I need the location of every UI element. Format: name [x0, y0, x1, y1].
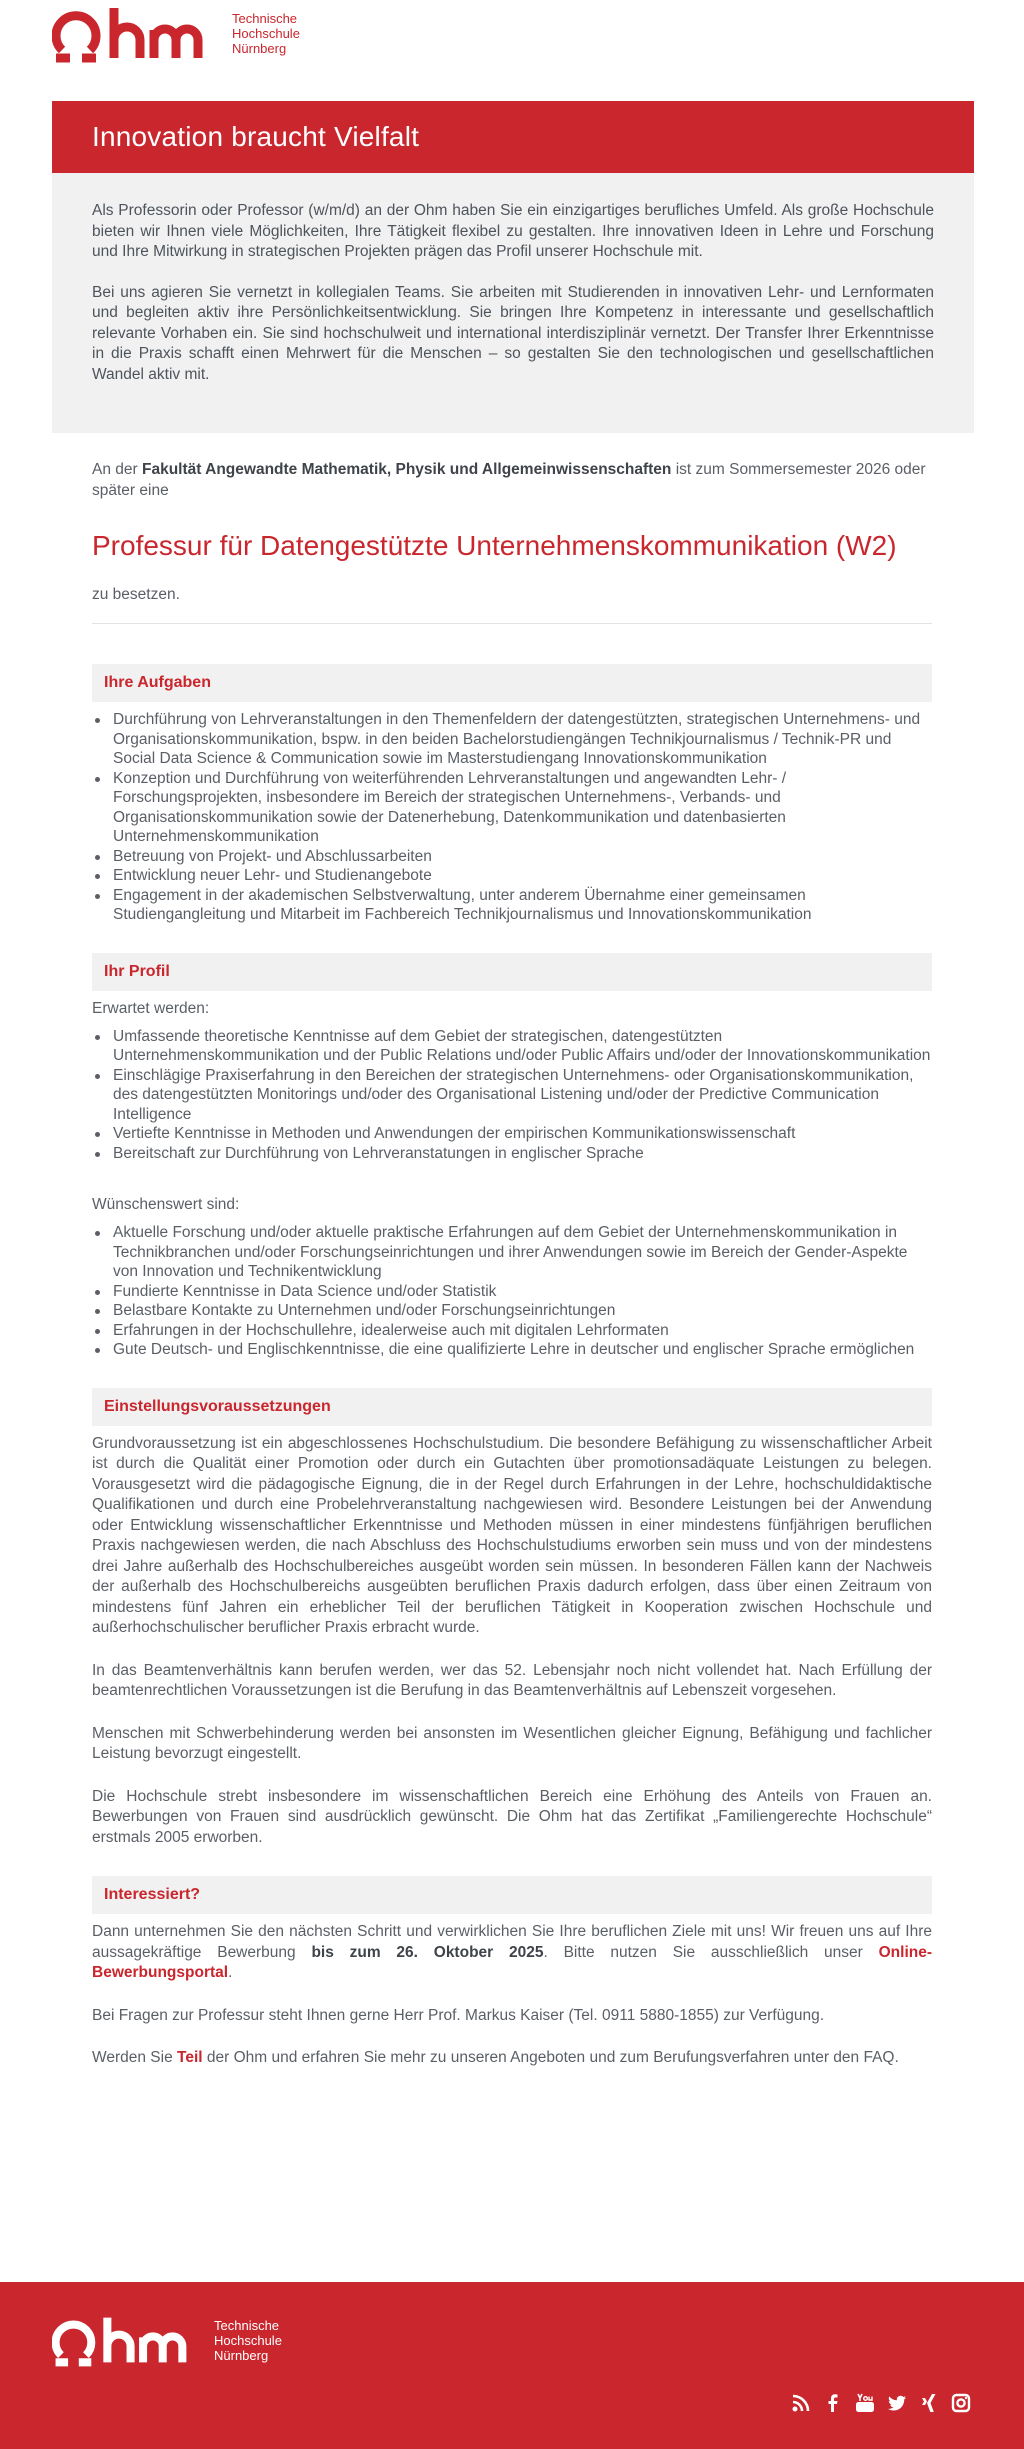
section-heading-interessiert: Interessiert?	[92, 1876, 932, 1914]
faq-text-a: Werden Sie	[92, 2049, 178, 2066]
contact-paragraph: Bei Fragen zur Professur steht Ihnen gerne Herr Prof. Markus Kaiser (Tel. 0911 5880-1855) zur Verfügung.	[92, 2006, 825, 2024]
intro-paragraph-2: Bei uns agieren Sie vernetzt in kollegialen Teams. Sie arbeiten mit Studierenden in innovativen Lehr- und Lernformaten und begleiten aktiv ihre Persönlichkeitsentwicklung. Sie bringen Ihre Kompetenz in interessante und gesellschaftlich relevante Vorhaben ein. Sie sind hochschulweit und international interdisziplinär vernetzt. Der Transfer Ihrer Erkenntnisse in die Praxis schafft einen Mehrwert für die Menschen – so gestalten Sie den technologischen und gesellschaftlichen Wandel aktiv mit.	[92, 283, 934, 383]
hero-banner	[52, 101, 974, 173]
list-item: Betreuung von Projekt- und Abschlussarbeiten	[92, 847, 932, 867]
logo-line-3: Nürnberg	[232, 40, 287, 56]
job-title: Professur für Datengestützte Unternehmenskommunikation (W2)	[92, 530, 897, 561]
application-deadline: bis zum 26. Oktober 2025	[311, 1943, 544, 1961]
section-heading-aufgaben: Ihre Aufgaben	[92, 664, 932, 702]
instagram-icon[interactable]	[950, 2392, 972, 2414]
footer	[0, 2282, 1024, 2449]
intro-paragraph-1: Als Professorin oder Professor (w/m/d) an der Ohm haben Sie ein einzigartiges berufliches Umfeld. Als große Hochschule bieten wir Ihnen viele Möglichkeiten, Ihre Tätigkeit flexibel zu gestalten. Ihre innovativen Ideen in Lehre und Forschung und Ihre Mitwirkung in strategischen Projekten prägen das Profil unserer Hochschule mit.	[92, 202, 934, 260]
requirements-paragraph-3: Menschen mit Schwerbehinderung werden bei ansonsten im Wesentlichen gleicher Eignung, Befähigung und fachlicher Leistung bevorzugt eingestellt.	[92, 1724, 932, 1762]
header-logo[interactable]	[52, 2, 300, 64]
logo-line-2: Hochschule	[214, 2332, 282, 2348]
requirements-paragraph-4: Die Hochschule strebt insbesondere im wissenschaftlichen Bereich eine Erhöhung des Anteils von Frauen an. Bewerbungen von Frauen sind ausdrücklich gewünscht. Die Ohm hat das Zertifikat „Familiengerechte Hochschule“ erstmals 2005 erworben.	[92, 1787, 932, 1846]
youtube-icon[interactable]	[854, 2392, 876, 2414]
list-item: Vertiefte Kenntnisse in Methoden und Anwendungen der empirischen Kommunikationswissenschaft	[92, 1124, 932, 1144]
faq-paragraph	[92, 2048, 932, 2069]
aufgaben-list	[92, 710, 932, 925]
online-portal-link[interactable]: Online-Bewerbungsportal	[92, 1943, 932, 1981]
desired-label: Wünschenswert sind:	[92, 1196, 240, 1213]
posting-fill: zu besetzen.	[92, 586, 180, 603]
list-item: Umfassende theoretische Kenntnisse auf dem Gebiet der strategischen, datengestützten Unternehmenskommunikation und der Public Relations und/oder Public Affairs und/oder der Innovationskommunikation	[92, 1027, 932, 1066]
faculty-name: Fakultät Angewandte Mathematik, Physik und Allgemeinwissenschaften	[141, 461, 672, 478]
twitter-icon[interactable]	[886, 2392, 908, 2414]
list-item: Gute Deutsch- und Englischkenntnisse, die eine qualifizierte Lehre in deutscher und englischer Sprache ermöglichen	[92, 1340, 932, 1360]
list-item: Entwicklung neuer Lehr- und Studienangebote	[92, 866, 932, 886]
list-item: Aktuelle Forschung und/oder aktuelle praktische Erfahrungen auf dem Gebiet der Unternehmenskommunikation in Technikbranchen und/oder Forschungseinrichtungen und ihrer Anwendungen sowie im Bereich der Gender-Aspekte von Innovation und Technikentwicklung	[92, 1223, 932, 1282]
xing-icon[interactable]	[918, 2392, 940, 2414]
logo-line-2: Hochschule	[232, 25, 300, 41]
apply-paragraph	[92, 1922, 932, 1984]
logo-line-3: Nürnberg	[214, 2347, 269, 2363]
main-content	[92, 460, 932, 2069]
social-links	[790, 2392, 972, 2414]
list-item: Belastbare Kontakte zu Unternehmen und/oder Forschungseinrichtungen	[92, 1301, 932, 1321]
intro-box	[52, 173, 974, 433]
lead-suffix: ist zum Sommersemester 2026 oder später eine	[92, 461, 926, 499]
list-item: Fundierte Kenntnisse in Data Science und/oder Statistik	[92, 1282, 932, 1302]
divider	[92, 623, 932, 624]
logo-line-1: Technische	[214, 2317, 280, 2333]
list-item: Durchführung von Lehrveranstaltungen in den Themenfeldern der datengestützten, strategischen Unternehmens- und Organisationskommunikation, bspw. in den beiden Bachelorstudiengängen Technikjournalismus / Technik-PR und Social Data Science & Communication sowie im Masterstudiengang Innovationskommunikation	[92, 710, 932, 769]
lead-prefix: An der	[92, 461, 142, 478]
teil-link[interactable]: Teil	[177, 2049, 203, 2066]
apply-text-a: Dann unternehmen Sie den nächsten Schritt und verwirklichen Sie Ihre beruflichen Ziele mit uns! Wir freuen uns auf Ihre aussagekräftige Bewerbung	[92, 1923, 932, 1961]
faq-text-b: der Ohm und erfahren Sie mehr zu unseren Angeboten und zum Berufungsverfahren unter den FAQ.	[202, 2049, 899, 2066]
apply-text-b: . Bitte nutzen Sie ausschließlich unser	[543, 1943, 879, 1961]
list-item: Erfahrungen in der Hochschullehre, idealerweise auch mit digitalen Lehrformaten	[92, 1321, 932, 1341]
rss-icon[interactable]	[790, 2392, 812, 2414]
footer-logo[interactable]	[52, 2312, 282, 2368]
desired-list	[92, 1223, 932, 1360]
logo-line-1: Technische	[232, 10, 298, 26]
requirements-paragraph-1: Grundvoraussetzung ist ein abgeschlossenes Hochschulstudium. Die besondere Befähigung zu wissenschaftlicher Arbeit ist durch die Qualität einer Promotion oder durch ein Gutachten über promotionsadäquate Leistungen zu belegen. Vorausgesetzt wird die pädagogische Eignung, die in der Regel durch Erfahrungen in der Lehre, hochschuldidaktische Qualifikationen und durch eine Probelehrveranstaltung nachgewiesen wird. Besondere Leistungen bei der Anwendung oder Entwicklung wissenschaftlicher Erkenntnisse und Methoden müssen in einer mindestens fünfjährigen beruflichen Praxis nachgewiesen werden, die nach Abschluss des Hochschulstudiums erworben sein muss und von der mindestens drei Jahre außerhalb des Hochschulbereiches ausgeübt worden sein müssen. In besonderen Fällen kann der Nachweis der außerhalb des Hochschulbereichs ausgeübten beruflichen Praxis dadurch erfolgen, dass über einen Zeitraum von mindestens fünf Jahren ein erheblicher Teil der beruflichen Tätigkeit in Kooperation zwischen Hochschule und außerhochschulischer beruflicher Praxis erbracht wurde.	[92, 1434, 932, 1636]
list-item: Einschlägige Praxiserfahrung in den Bereichen der strategischen Unternehmens- oder Organisationskommunikation, des datengestützten Monitorings und/oder des Organisational Listening und/oder der Predictive Communication Intelligence	[92, 1066, 932, 1125]
expected-list	[92, 1027, 932, 1164]
footer-logo-wordmark	[214, 2318, 282, 2363]
logo-wordmark	[232, 11, 300, 56]
list-item: Bereitschaft zur Durchführung von Lehrveranstatungen in englischer Sprache	[92, 1144, 932, 1164]
expected-label: Erwartet werden:	[92, 999, 210, 1017]
requirements-paragraph-2: In das Beamtenverhältnis kann berufen werden, wer das 52. Lebensjahr noch nicht vollendet hat. Nach Erfüllung der beamtenrechtlichen Voraussetzungen ist die Berufung in das Beamtenverhältnis auf Lebenszeit vorgesehen.	[92, 1661, 932, 1699]
ohm-logo-icon	[52, 2, 220, 64]
section-heading-profil: Ihr Profil	[92, 953, 932, 991]
section-heading-voraussetzungen: Einstellungsvoraussetzungen	[92, 1388, 932, 1426]
apply-text-c: .	[228, 1964, 233, 1981]
ohm-logo-icon	[52, 2312, 202, 2368]
posting-lead	[92, 460, 932, 501]
list-item: Engagement in der akademischen Selbstverwaltung, unter anderem Übernahme einer gemeinsamen Studiengangleitung und Mitarbeit im Fachbereich Technikjournalismus und Innovationskommunikation	[92, 886, 932, 925]
list-item: Konzeption und Durchführung von weiterführenden Lehrveranstaltungen und angewandten Lehr- / Forschungsprojekten, insbesondere im Bereich der strategischen Unternehmens-, Verbands- und Organisationskommunikation sowie der Datenerhebung, Datenkommunikation und datenbasierten Unternehmenskommunikation	[92, 769, 932, 847]
facebook-icon[interactable]	[822, 2392, 844, 2414]
hero-title: Innovation braucht Vielfalt	[92, 121, 420, 152]
